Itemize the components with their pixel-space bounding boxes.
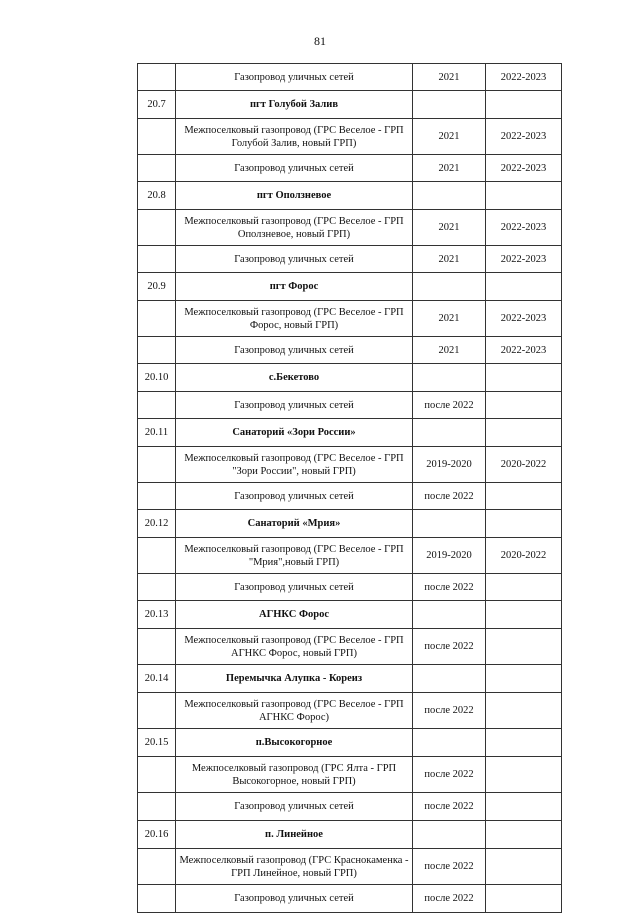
start-year-cell: 2019-2020	[413, 447, 486, 483]
start-year-cell: 2021	[413, 301, 486, 337]
table-row	[138, 629, 562, 665]
number-cell	[138, 849, 176, 885]
object-name-cell: Межпоселковый газопровод (ГРС Веселое - ГРП Голубой Залив, новый ГРП)	[176, 119, 413, 155]
end-year-cell	[486, 91, 562, 119]
object-name-cell: Газопровод уличных сетей	[176, 246, 413, 273]
end-year-cell: 2022-2023	[486, 246, 562, 273]
end-year-cell	[486, 419, 562, 447]
table-row	[138, 337, 562, 364]
start-year-cell: после 2022	[413, 885, 486, 913]
number-cell	[138, 574, 176, 601]
end-year-cell	[486, 693, 562, 729]
table-row	[138, 757, 562, 793]
section-title-cell: АГНКС Форос	[176, 601, 413, 629]
end-year-cell	[486, 729, 562, 757]
object-name-cell: Межпоселковый газопровод (ГРС Веселое - ГРП АГНКС Форос, новый ГРП)	[176, 629, 413, 665]
object-name-cell: Газопровод уличных сетей	[176, 793, 413, 821]
table-row	[138, 538, 562, 574]
start-year-cell: 2021	[413, 337, 486, 364]
page-number: 81	[314, 34, 326, 48]
start-year-cell: после 2022	[413, 793, 486, 821]
section-number-cell: 20.16	[138, 821, 176, 849]
table-row	[138, 392, 562, 419]
number-cell	[138, 483, 176, 510]
section-row	[138, 364, 562, 392]
start-year-cell	[413, 182, 486, 210]
end-year-cell	[486, 665, 562, 693]
table-row	[138, 849, 562, 885]
object-name-cell: Межпоселковый газопровод (ГРС Веселое - ГРП "Мрия",новый ГРП)	[176, 538, 413, 574]
number-cell	[138, 693, 176, 729]
section-number-cell: 20.10	[138, 364, 176, 392]
section-title-cell: Перемычка Алупка - Кореиз	[176, 665, 413, 693]
table-row	[138, 246, 562, 273]
section-number-cell: 20.15	[138, 729, 176, 757]
start-year-cell	[413, 821, 486, 849]
object-name-cell: Газопровод уличных сетей	[176, 155, 413, 182]
start-year-cell: 2021	[413, 210, 486, 246]
table-body	[138, 64, 562, 913]
section-title-cell: Санаторий «Мрия»	[176, 510, 413, 538]
section-number-cell: 20.8	[138, 182, 176, 210]
section-row	[138, 182, 562, 210]
section-number-cell: 20.12	[138, 510, 176, 538]
section-number-cell: 20.7	[138, 91, 176, 119]
table-row	[138, 155, 562, 182]
end-year-cell	[486, 273, 562, 301]
end-year-cell	[486, 629, 562, 665]
object-name-cell: Межпоселковый газопровод (ГРС Ялта - ГРП Высокогорное, новый ГРП)	[176, 757, 413, 793]
number-cell	[138, 210, 176, 246]
end-year-cell: 2022-2023	[486, 301, 562, 337]
number-cell	[138, 757, 176, 793]
gas-pipeline-table	[137, 63, 562, 913]
end-year-cell: 2022-2023	[486, 337, 562, 364]
end-year-cell	[486, 182, 562, 210]
object-name-cell: Межпоселковый газопровод (ГРС Краснокаменка - ГРП Линейное, новый ГРП)	[176, 849, 413, 885]
number-cell	[138, 155, 176, 182]
end-year-cell: 2022-2023	[486, 64, 562, 91]
number-cell	[138, 337, 176, 364]
number-cell	[138, 119, 176, 155]
section-title-cell: пгт Голубой Залив	[176, 91, 413, 119]
section-title-cell: Санаторий «Зори России»	[176, 419, 413, 447]
section-title-cell: п.Высокогорное	[176, 729, 413, 757]
table-row	[138, 301, 562, 337]
section-number-cell: 20.13	[138, 601, 176, 629]
start-year-cell	[413, 364, 486, 392]
number-cell	[138, 538, 176, 574]
section-row	[138, 510, 562, 538]
start-year-cell	[413, 91, 486, 119]
end-year-cell	[486, 510, 562, 538]
object-name-cell: Газопровод уличных сетей	[176, 574, 413, 601]
section-number-cell: 20.11	[138, 419, 176, 447]
table-row	[138, 483, 562, 510]
object-name-cell: Газопровод уличных сетей	[176, 885, 413, 913]
table-row	[138, 447, 562, 483]
table-row	[138, 885, 562, 913]
end-year-cell	[486, 574, 562, 601]
object-name-cell: Межпоселковый газопровод (ГРС Веселое - ГРП Оползневое, новый ГРП)	[176, 210, 413, 246]
number-cell	[138, 629, 176, 665]
end-year-cell	[486, 483, 562, 510]
start-year-cell	[413, 665, 486, 693]
table-row	[138, 793, 562, 821]
start-year-cell: после 2022	[413, 392, 486, 419]
start-year-cell	[413, 419, 486, 447]
number-cell	[138, 246, 176, 273]
start-year-cell: 2021	[413, 64, 486, 91]
object-name-cell: Газопровод уличных сетей	[176, 483, 413, 510]
section-row	[138, 665, 562, 693]
section-row	[138, 273, 562, 301]
number-cell	[138, 793, 176, 821]
section-row	[138, 419, 562, 447]
start-year-cell: после 2022	[413, 574, 486, 601]
start-year-cell: после 2022	[413, 693, 486, 729]
section-title-cell: п. Линейное	[176, 821, 413, 849]
object-name-cell: Газопровод уличных сетей	[176, 392, 413, 419]
number-cell	[138, 64, 176, 91]
start-year-cell: 2021	[413, 119, 486, 155]
object-name-cell: Межпоселковый газопровод (ГРС Веселое - ГРП "Зори России", новый ГРП)	[176, 447, 413, 483]
start-year-cell: 2021	[413, 155, 486, 182]
section-title-cell: пгт Оползневое	[176, 182, 413, 210]
end-year-cell	[486, 601, 562, 629]
object-name-cell: Межпоселковый газопровод (ГРС Веселое - ГРП Форос, новый ГРП)	[176, 301, 413, 337]
section-row	[138, 91, 562, 119]
object-name-cell: Газопровод уличных сетей	[176, 64, 413, 91]
section-row	[138, 821, 562, 849]
start-year-cell	[413, 729, 486, 757]
number-cell	[138, 392, 176, 419]
start-year-cell: после 2022	[413, 849, 486, 885]
table-row	[138, 574, 562, 601]
end-year-cell: 2022-2023	[486, 155, 562, 182]
end-year-cell: 2020-2022	[486, 447, 562, 483]
table-row	[138, 693, 562, 729]
number-cell	[138, 301, 176, 337]
end-year-cell	[486, 849, 562, 885]
section-row	[138, 729, 562, 757]
end-year-cell: 2022-2023	[486, 210, 562, 246]
start-year-cell: после 2022	[413, 757, 486, 793]
section-title-cell: с.Бекетово	[176, 364, 413, 392]
table-row	[138, 210, 562, 246]
start-year-cell	[413, 601, 486, 629]
number-cell	[138, 885, 176, 913]
end-year-cell	[486, 821, 562, 849]
end-year-cell	[486, 757, 562, 793]
section-number-cell: 20.9	[138, 273, 176, 301]
start-year-cell	[413, 510, 486, 538]
end-year-cell: 2022-2023	[486, 119, 562, 155]
object-name-cell: Газопровод уличных сетей	[176, 337, 413, 364]
end-year-cell	[486, 793, 562, 821]
table-row	[138, 119, 562, 155]
start-year-cell: 2019-2020	[413, 538, 486, 574]
section-title-cell: пгт Форос	[176, 273, 413, 301]
start-year-cell: после 2022	[413, 629, 486, 665]
number-cell	[138, 447, 176, 483]
end-year-cell	[486, 364, 562, 392]
object-name-cell: Межпоселковый газопровод (ГРС Веселое - ГРП АГНКС Форос)	[176, 693, 413, 729]
start-year-cell	[413, 273, 486, 301]
end-year-cell	[486, 885, 562, 913]
start-year-cell: после 2022	[413, 483, 486, 510]
section-number-cell: 20.14	[138, 665, 176, 693]
end-year-cell	[486, 392, 562, 419]
start-year-cell: 2021	[413, 246, 486, 273]
section-row	[138, 601, 562, 629]
table-row	[138, 64, 562, 91]
end-year-cell: 2020-2022	[486, 538, 562, 574]
